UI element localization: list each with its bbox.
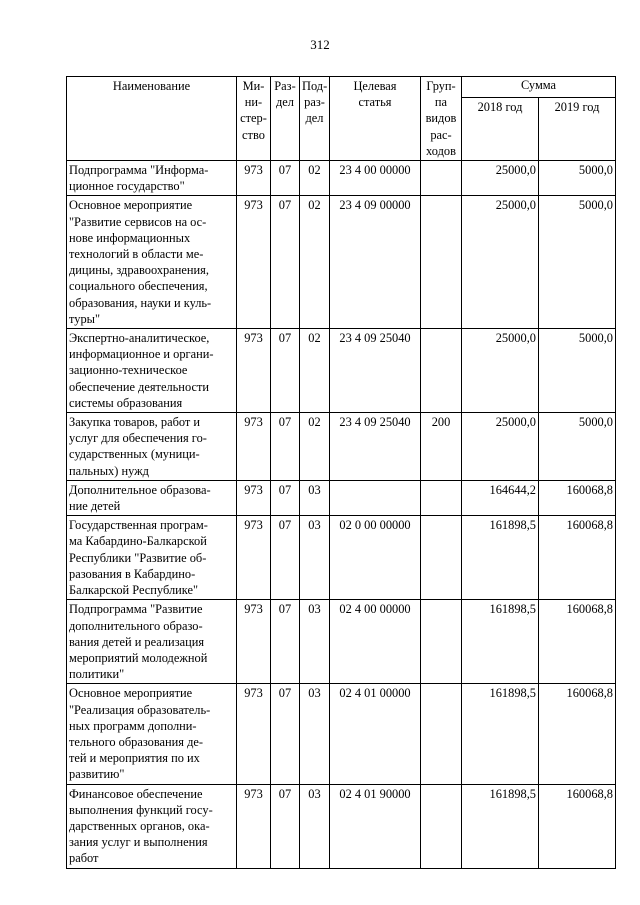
row-group [421, 196, 462, 329]
row-group [421, 684, 462, 784]
row-subsection: 02 [300, 413, 330, 481]
row-2019: 5000,0 [539, 329, 616, 413]
row-group [421, 329, 462, 413]
header-year-2018: 2018 год [462, 98, 539, 161]
row-ministry: 973 [237, 600, 271, 684]
row-group [421, 161, 462, 196]
row-group [421, 784, 462, 868]
row-2019: 160068,8 [539, 480, 616, 515]
row-section: 07 [271, 600, 300, 684]
row-subsection: 03 [300, 684, 330, 784]
row-target: 23 4 00 00000 [330, 161, 421, 196]
header-row [67, 77, 616, 98]
row-ministry: 973 [237, 329, 271, 413]
row-ministry: 973 [237, 480, 271, 515]
row-group: 200 [421, 413, 462, 481]
table-row [67, 196, 616, 329]
table-row [67, 161, 616, 196]
row-2018: 161898,5 [462, 600, 539, 684]
row-subsection: 02 [300, 196, 330, 329]
table-row [67, 329, 616, 413]
row-2018: 25000,0 [462, 161, 539, 196]
row-name: Основное мероприятие "Реализация образователь- ных программ дополни- тельного образования де- тей и мероприятия по их развитию" [67, 684, 237, 784]
header-name: Наименование [67, 77, 237, 161]
row-2019: 5000,0 [539, 196, 616, 329]
table-row [67, 516, 616, 600]
row-subsection: 03 [300, 600, 330, 684]
row-2018: 161898,5 [462, 784, 539, 868]
row-subsection: 02 [300, 329, 330, 413]
row-target: 23 4 09 00000 [330, 196, 421, 329]
row-section: 07 [271, 329, 300, 413]
row-target: 23 4 09 25040 [330, 413, 421, 481]
row-2018: 25000,0 [462, 196, 539, 329]
row-target: 02 4 00 00000 [330, 600, 421, 684]
header-section: Раз- дел [271, 77, 300, 161]
table-row [67, 684, 616, 784]
header-ministry: Ми- ни- стер- ство [237, 77, 271, 161]
row-ministry: 973 [237, 516, 271, 600]
budget-table [66, 76, 616, 869]
header-subsection: Под- раз- дел [300, 77, 330, 161]
row-2019: 160068,8 [539, 784, 616, 868]
row-2018: 25000,0 [462, 413, 539, 481]
row-subsection: 03 [300, 516, 330, 600]
header-year-2019: 2019 год [539, 98, 616, 161]
header-expense-group: Груп- па видов рас- ходов [421, 77, 462, 161]
row-2019: 5000,0 [539, 161, 616, 196]
row-2019: 160068,8 [539, 600, 616, 684]
row-ministry: 973 [237, 196, 271, 329]
row-ministry: 973 [237, 684, 271, 784]
row-section: 07 [271, 413, 300, 481]
row-name: Подпрограмма "Информа- ционное государство" [67, 161, 237, 196]
row-ministry: 973 [237, 413, 271, 481]
table-row [67, 413, 616, 481]
row-2018: 161898,5 [462, 516, 539, 600]
header-target: Целевая статья [330, 77, 421, 161]
row-section: 07 [271, 480, 300, 515]
row-name: Финансовое обеспечение выполнения функций госу- дарственных органов, ока- зания услуг и выполнения работ [67, 784, 237, 868]
row-2018: 161898,5 [462, 684, 539, 784]
row-ministry: 973 [237, 161, 271, 196]
row-target [330, 480, 421, 515]
row-section: 07 [271, 784, 300, 868]
row-target: 02 0 00 00000 [330, 516, 421, 600]
row-target: 02 4 01 00000 [330, 684, 421, 784]
row-name: Подпрограмма "Развитие дополнительного образо- вания детей и реализация мероприятий молодежной политики" [67, 600, 237, 684]
header-sum: Сумма [462, 77, 616, 98]
row-2019: 160068,8 [539, 516, 616, 600]
row-subsection: 03 [300, 784, 330, 868]
row-ministry: 973 [237, 784, 271, 868]
row-section: 07 [271, 161, 300, 196]
table-row [67, 784, 616, 868]
row-2019: 5000,0 [539, 413, 616, 481]
row-2018: 25000,0 [462, 329, 539, 413]
row-target: 02 4 01 90000 [330, 784, 421, 868]
row-section: 07 [271, 196, 300, 329]
table-row [67, 600, 616, 684]
row-2018: 164644,2 [462, 480, 539, 515]
row-section: 07 [271, 684, 300, 784]
row-group [421, 480, 462, 515]
row-target: 23 4 09 25040 [330, 329, 421, 413]
row-subsection: 02 [300, 161, 330, 196]
page-number: 312 [310, 37, 330, 52]
row-name: Основное мероприятие "Развитие сервисов на ос- нове информационных технологий в области ме- дицины, здравоохранения, социального обеспечения, образования, науки и куль- туры" [67, 196, 237, 329]
row-group [421, 600, 462, 684]
row-name: Закупка товаров, работ и услуг для обеспечения го- сударственных (муници- пальных) нужд [67, 413, 237, 481]
row-name: Экспертно-аналитическое, информационное и органи- зационно-техническое обеспечение деятельности системы образования [67, 329, 237, 413]
row-name: Дополнительное образова- ние детей [67, 480, 237, 515]
row-group [421, 516, 462, 600]
row-section: 07 [271, 516, 300, 600]
row-subsection: 03 [300, 480, 330, 515]
row-name: Государственная програм- ма Кабардино-Балкарской Республики "Развитие об- разования в Кабардино- Балкарской Республике" [67, 516, 237, 600]
row-2019: 160068,8 [539, 684, 616, 784]
table-row [67, 480, 616, 515]
